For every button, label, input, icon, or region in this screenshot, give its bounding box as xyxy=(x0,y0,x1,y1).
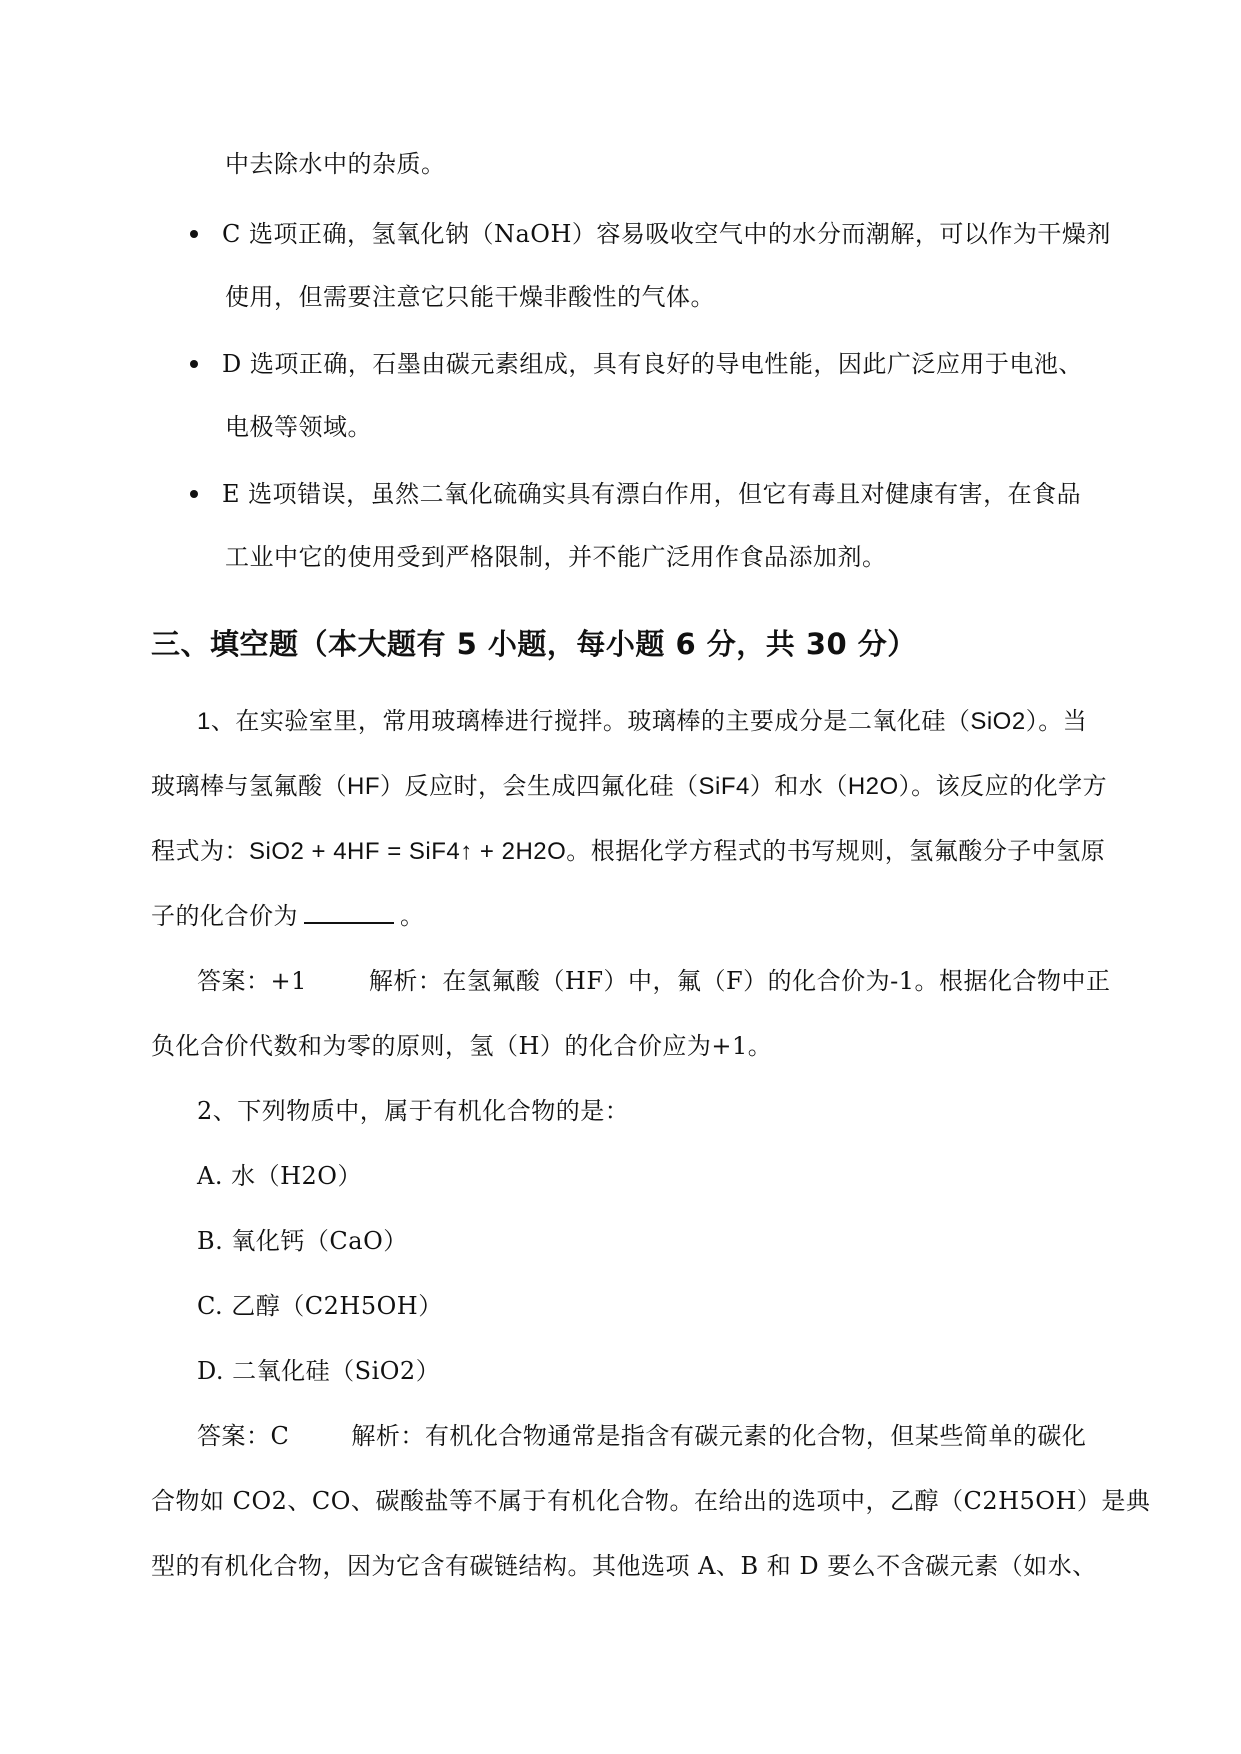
bullet-c-line2: 使用，但需要注意它只能干燥非酸性的气体。 xyxy=(225,283,715,311)
q1-line3: 程式为：SiO2 + 4HF = SiF4↑ + 2H2O。根据化学方程式的书写规则，氢氟酸分子中氢原 xyxy=(151,838,1106,865)
bullet-dot-c xyxy=(190,230,198,238)
q2-stem: 2、下列物质中，属于有机化合物的是： xyxy=(197,1097,630,1125)
bullet-b-continuation: 中去除水中的杂质。 xyxy=(225,150,446,178)
q2-option-a: A. 水（H2O） xyxy=(197,1162,362,1190)
q2-option-d: D. 二氧化硅（SiO2） xyxy=(197,1357,441,1385)
q2-answer-label: 答案：C xyxy=(197,1422,290,1450)
q1-line1: 1、在实验室里，常用玻璃棒进行搅拌。玻璃棒的主要成分是二氧化硅（SiO2）。当 xyxy=(197,708,1088,735)
bullet-e-line2: 工业中它的使用受到严格限制，并不能广泛用作食品添加剂。 xyxy=(225,543,887,571)
q1-answer-line xyxy=(197,965,1111,997)
bullet-dot-e xyxy=(190,490,198,498)
q1-line4-suffix: 。 xyxy=(400,902,425,930)
q2-analysis-line1: 解析：有机化合物通常是指含有碳元素的化合物，但某些简单的碳化 xyxy=(351,1422,1087,1450)
bullet-dot-d xyxy=(190,360,198,368)
section-heading: 三、填空题（本大题有 5 小题，每小题 6 分，共 30 分） xyxy=(151,627,917,661)
bullet-d-line1: D 选项正确，石墨由碳元素组成，具有良好的导电性能，因此广泛应用于电池、 xyxy=(222,350,1083,378)
q2-answer-line xyxy=(197,1420,1086,1452)
q1-analysis-line1: 解析：在氢氟酸（HF）中，氟（F）的化合价为-1。根据化合物中正 xyxy=(368,967,1111,995)
bullet-e-line1: E 选项错误，虽然二氧化硫确实具有漂白作用，但它有毒且对健康有害，在食品 xyxy=(222,480,1082,508)
q1-line4 xyxy=(151,900,425,932)
q1-analysis-line2: 负化合价代数和为零的原则，氢（H）的化合价应为+1。 xyxy=(151,1032,773,1060)
q2-option-c: C. 乙醇（C2H5OH） xyxy=(197,1292,443,1320)
bullet-d-line2: 电极等领域。 xyxy=(225,413,372,441)
q2-analysis-line2: 合物如 CO2、CO、碳酸盐等不属于有机化合物。在给出的选项中，乙醇（C2H5OH）是典 xyxy=(151,1487,1151,1515)
q1-answer-label: 答案：+1 xyxy=(197,967,307,995)
q1-line4-prefix: 子的化合价为 xyxy=(151,902,298,930)
bullet-c-line1: C 选项正确，氢氧化钠（NaOH）容易吸收空气中的水分而潮解，可以作为干燥剂 xyxy=(222,220,1111,248)
q1-answer-blank[interactable] xyxy=(304,900,394,924)
q2-option-b: B. 氧化钙（CaO） xyxy=(197,1227,408,1255)
q1-line2: 玻璃棒与氢氟酸（HF）反应时，会生成四氟化硅（SiF4）和水（H2O）。该反应的化学方 xyxy=(151,773,1108,800)
q2-analysis-line3: 型的有机化合物，因为它含有碳链结构。其他选项 A、B 和 D 要么不含碳元素（如水、 xyxy=(151,1552,1097,1580)
